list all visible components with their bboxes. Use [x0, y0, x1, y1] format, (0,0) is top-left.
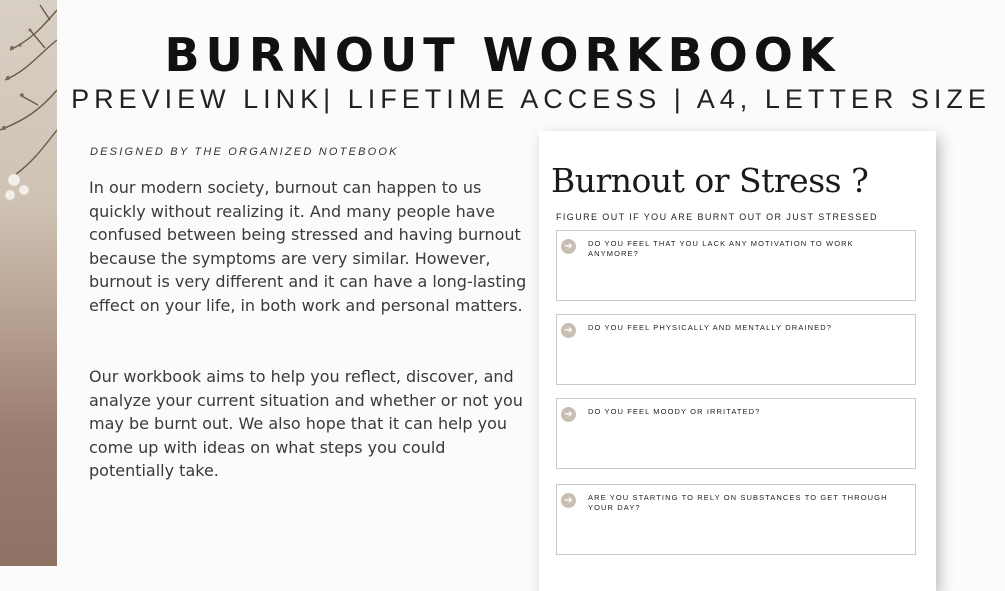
- workbook-page-preview: [539, 131, 936, 591]
- decorative-photo-strip: [0, 0, 57, 566]
- arrow-right-circle-icon: ➔: [561, 323, 576, 338]
- question-text: DO YOU FEEL MOODY OR IRRITATED?: [588, 407, 761, 416]
- question-text: DO YOU FEEL THAT YOU LACK ANY MOTIVATION TO WORK ANYMORE?: [588, 239, 854, 258]
- question-box-4: [556, 484, 916, 555]
- question-text: DO YOU FEEL PHYSICALLY AND MENTALLY DRAINED?: [588, 323, 833, 332]
- page-title: BURNOUT WORKBOOK: [164, 28, 841, 82]
- arrow-right-circle-icon: ➔: [561, 493, 576, 508]
- sheet-title: Burnout or Stress ?: [551, 161, 869, 200]
- arrow-right-circle-icon: ➔: [561, 407, 576, 422]
- description-paragraph-2: Our workbook aims to help you reflect, discover, and analyze your current situation and whether or not you may be burnt out. We also hope that it can help you come up with ideas on what steps you could potentially take.: [89, 367, 523, 481]
- arrow-right-circle-icon: ➔: [561, 239, 576, 254]
- description-paragraph-1: In our modern society, burnout can happen to us quickly without realizing it. And many people have confused between being stressed and having burnout because the symptoms are very similar. However, burnout is very different and it can have a long-lasting effect on your life, in both work and personal matters.: [89, 178, 527, 315]
- designer-credit: DESIGNED BY THE ORGANIZED NOTEBOOK: [90, 146, 399, 158]
- question-box-3: [556, 398, 916, 469]
- question-box-1: [556, 230, 916, 301]
- question-box-2: [556, 314, 916, 385]
- sheet-subtitle: FIGURE OUT IF YOU ARE BURNT OUT OR JUST STRESSED: [556, 212, 878, 222]
- page-subtitle: PREVIEW LINK| LIFETIME ACCESS | A4, LETTER SIZE: [71, 84, 991, 114]
- question-text: ARE YOU STARTING TO RELY ON SUBSTANCES TO GET THROUGH YOUR DAY?: [588, 493, 888, 512]
